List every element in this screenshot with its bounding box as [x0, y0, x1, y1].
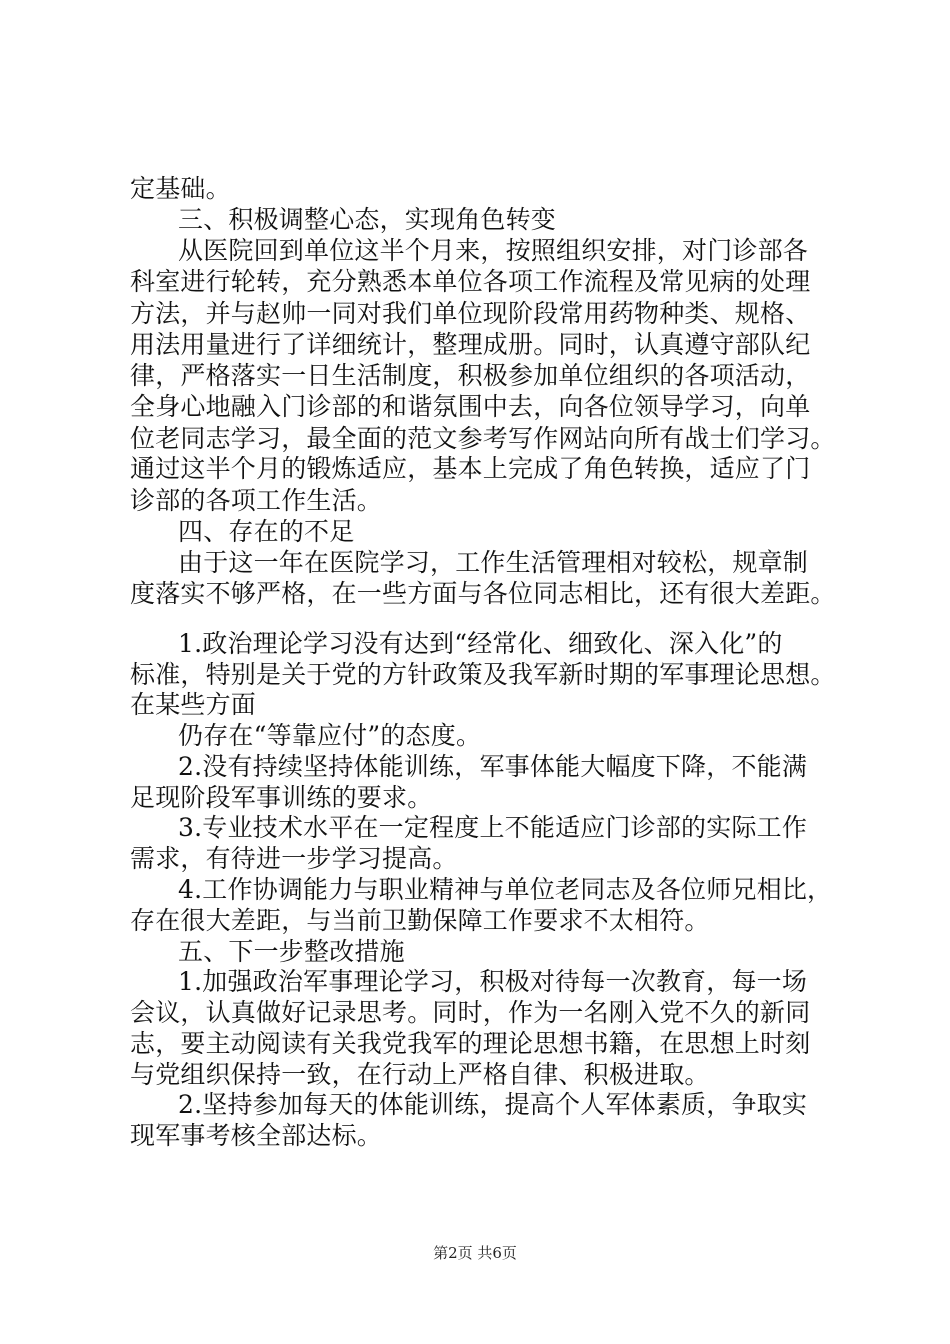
text-line: 科室进行轮转，充分熟悉本单位各项工作流程及常见病的处理 [130, 267, 811, 296]
text-line: 足现阶段军事训练的要求。 [130, 783, 433, 812]
text-line: 位老同志学习，最全面的范文参考写作网站向所有战士们学习。 [130, 424, 836, 453]
text-line: 存在很大差距，与当前卫勤保障工作要求不太相符。 [130, 906, 710, 935]
text-line: 现军事考核全部达标。 [130, 1121, 383, 1150]
text-line: 定基础。 [130, 174, 231, 203]
page-number: 第2页 共6页 [433, 1244, 517, 1262]
text-line: 会议，认真做好记录思考。同时，作为一名刚入党不久的新同 [130, 998, 811, 1027]
text-line: 志，要主动阅读有关我党我军的理论思想书籍，在思想上时刻 [130, 1029, 811, 1058]
paragraph-first-line: 由于这一年在医院学习，工作生活管理相对较松，规章制 [178, 548, 809, 577]
text-line: 方法，并与赵帅一同对我们单位现阶段常用药物种类、规格、 [130, 299, 811, 328]
text-line: 通过这半个月的锻炼适应，基本上完成了角色转换，适应了门 [130, 454, 811, 483]
text-line: 用法用量进行了详细统计，整理成册。同时，认真遵守部队纪 [130, 330, 811, 359]
text-line: 诊部的各项工作生活。 [130, 486, 383, 515]
list-item-first-line: 1.政治理论学习没有达到“经常化、细致化、深入化”的 [178, 629, 783, 658]
list-item-first-line: 4.工作协调能力与职业精神与单位老同志及各位师兄相比， [178, 875, 833, 904]
list-item-first-line: 2.坚持参加每天的体能训练，提高个人军体素质，争取实 [178, 1090, 808, 1119]
text-line: 需求，有待进一步学习提高。 [130, 844, 458, 873]
section-heading: 三、积极调整心态，实现角色转变 [178, 205, 557, 234]
list-item-first-line: 1.加强政治军事理论学习，积极对待每一次教育，每一场 [178, 967, 808, 996]
section-heading: 五、下一步整改措施 [178, 937, 405, 966]
section-heading: 四、存在的不足 [178, 517, 355, 546]
text-line: 仍存在“等靠应付”的态度。 [178, 721, 482, 750]
paragraph-first-line: 从医院回到单位这半个月来，按照组织安排，对门诊部各 [178, 236, 809, 265]
text-line: 在某些方面 [130, 690, 257, 719]
list-item-first-line: 3.专业技术水平在一定程度上不能适应门诊部的实际工作 [178, 813, 808, 842]
list-item-first-line: 2.没有持续坚持体能训练，军事体能大幅度下降，不能满 [178, 752, 808, 781]
text-line: 律，严格落实一日生活制度，积极参加单位组织的各项活动， [130, 361, 811, 390]
text-line: 标准，特别是关于党的方针政策及我军新时期的军事理论思想。 [130, 660, 836, 689]
text-line: 全身心地融入门诊部的和谐氛围中去，向各位领导学习，向单 [130, 392, 811, 421]
text-line: 与党组织保持一致，在行动上严格自律、积极进取。 [130, 1060, 710, 1089]
text-line: 度落实不够严格，在一些方面与各位同志相比，还有很大差距。 [130, 579, 836, 608]
